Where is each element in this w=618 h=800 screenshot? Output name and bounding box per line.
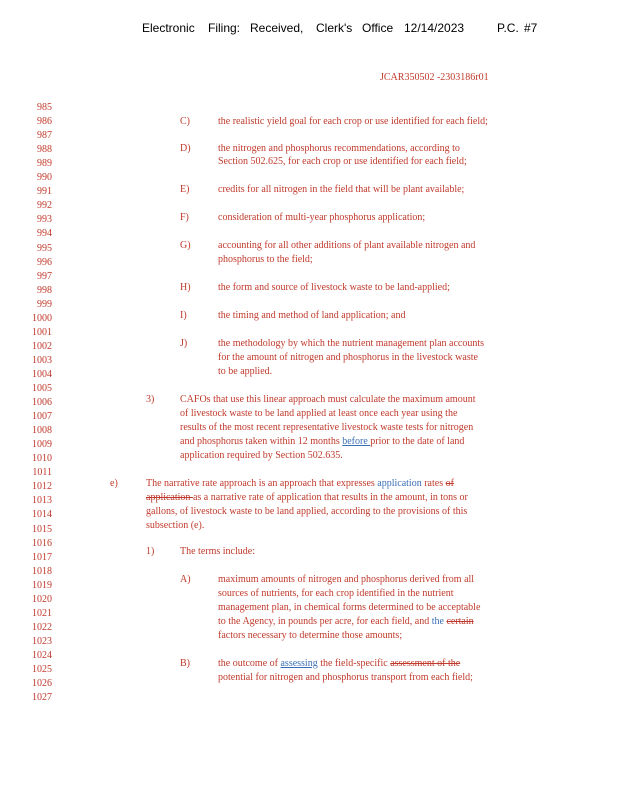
item-j-line3: to be applied. [218,366,273,377]
line-number: 992 [37,200,52,212]
header-office: Office [362,21,394,35]
para-3-line4 [180,435,464,449]
para-3-line4-text: and phosphorus taken within 12 months [180,436,343,447]
line-number: 1016 [32,537,52,549]
line-number: 998 [37,284,52,296]
deleted-text: certain [446,616,474,627]
item-j-label: J) [180,338,188,349]
para-e-line1 [146,477,454,491]
line-number: 1015 [32,523,52,535]
item-c-text: the realistic yield goal for each crop or use identified for each field; [218,116,488,127]
inserted-text: assessing [280,658,318,669]
sub-b-label: B) [180,658,190,669]
line-number: 985 [37,102,52,113]
header-number: #7 [524,21,538,35]
sub-a-line4 [218,615,474,629]
sub-a-line1: maximum amounts of nitrogen and phosphorus derived from all [218,574,475,585]
header-clerks: Clerk's [316,21,353,35]
line-number: 1022 [32,621,52,633]
sub-b-line1 [218,657,460,671]
line-number: 1009 [32,439,52,451]
header-electronic: Electronic [142,21,195,35]
item-f-text: consideration of multi-year phosphorus application; [218,212,426,223]
line-number: 1025 [32,664,52,675]
sub-a-label: A) [180,574,191,585]
para-e-line2 [146,491,468,505]
line-number: 1003 [32,354,52,366]
item-d-label: D) [180,143,191,154]
item-g-line2: phosphorus to the field; [218,254,313,265]
para-e1-text: The terms include: [180,546,255,557]
line-number: 1004 [32,368,52,380]
para-e-label: e) [110,478,118,489]
inserted-text: application [377,478,422,489]
sub-b-line1-text: the outcome of [218,658,281,669]
item-c-label: C) [180,116,190,127]
line-number: 997 [37,270,52,282]
item-d-line1: the nitrogen and phosphorus recommendations, according to [218,143,460,154]
line-number: 1008 [32,425,52,437]
deleted-text: prior to the date of land [370,436,465,447]
line-number: 1002 [32,340,52,352]
sub-b-line1-text-2: the field-specific [317,658,391,669]
line-number: 994 [37,228,52,240]
line-number: 1014 [32,509,52,521]
line-number: 1026 [32,678,52,690]
line-number: 986 [37,116,52,128]
header-filing: Filing: [208,21,241,35]
item-j-line2: for the amount of nitrogen and phosphorus in the livestock waste [218,352,478,363]
para-e-line3: gallons, of livestock waste to be land applied, according to the provisions of this [146,506,468,517]
para-e-line2-text: as a narrative rate of application that results in the amount, in tons or [192,492,468,503]
line-number: 999 [37,298,52,310]
line-number: 989 [37,158,52,170]
header-received: Received, [250,21,304,35]
line-number: 1019 [32,579,52,591]
sub-a-line2: sources of nutrients, for each crop identified in the nutrient [218,588,454,599]
sub-a-line5: factors necessary to determine those amounts; [218,630,403,641]
item-d-line2: Section 502.625, for each crop or use identified for each field; [218,156,467,167]
item-e-text: credits for all nitrogen in the field that will be plant available; [218,184,465,195]
item-g-label: G) [180,240,191,251]
line-number: 1017 [32,551,52,563]
para-e-line1-text: The narrative rate approach is an approach that expresses [146,478,378,489]
para-e-line1-text-2: rates [421,478,446,489]
para-3-line5: application required by Section 502.635. [180,450,343,461]
line-number: 1010 [32,453,52,465]
line-number: 1021 [32,607,52,619]
sub-a-line4-text: to the Agency, in pounds per acre, for each field, and [218,616,432,627]
line-number: 990 [37,172,52,184]
para-e-line4: subsection (e). [146,520,205,531]
deleted-text: assessment of the [390,658,461,669]
header-pc: P.C. [497,21,519,35]
line-number: 991 [37,186,52,198]
line-number: 1020 [32,593,52,605]
sub-a-line3: management plan, in chemical forms determined to be acceptable [218,602,481,613]
line-number: 1007 [32,411,52,423]
deleted-text: application [146,492,193,503]
item-g-line1: accounting for all other additions of plant available nitrogen and [218,240,476,251]
header-date: 12/14/2023 [404,21,465,35]
line-number: 1027 [32,692,52,704]
line-number: 987 [37,130,52,142]
para-3-line2: of livestock waste to be land applied at least once each year using the [180,408,458,419]
item-i-text: the timing and method of land application; and [218,310,406,321]
line-number: 1013 [32,495,52,507]
para-3-line3: results of the most recent representative livestock waste tests for nitrogen [180,422,474,433]
deleted-text: of [445,478,454,489]
line-number: 1024 [32,649,52,661]
line-number: 995 [37,242,52,254]
line-number: 993 [37,214,52,226]
inserted-text: the [431,616,447,627]
line-number: 1011 [32,467,52,479]
line-number: 1005 [32,383,52,394]
para-3-label: 3) [146,394,155,405]
inserted-text: before [342,436,371,447]
item-f-label: F) [180,212,189,223]
sub-b-line2: potential for nitrogen and phosphorus transport from each field; [218,672,473,683]
document-id: JCAR350502 -2303186r01 [380,72,489,83]
item-j-line1: the methodology by which the nutrient management plan accounts [218,338,485,349]
item-i-label: I) [180,310,187,321]
para-e1-label: 1) [146,546,155,557]
line-number: 1006 [32,397,52,409]
line-number: 988 [37,144,52,156]
para-3-line1: CAFOs that use this linear approach must calculate the maximum amount [180,394,476,405]
line-number: 1012 [32,481,52,493]
line-number: 1023 [32,635,52,647]
line-number: 1000 [32,312,52,324]
item-h-label: H) [180,282,191,293]
line-number: 996 [37,256,52,268]
item-e-label: E) [180,184,190,195]
line-number: 1018 [32,565,52,577]
line-number: 1001 [32,326,52,338]
item-h-text: the form and source of livestock waste to be land-applied; [218,282,450,293]
